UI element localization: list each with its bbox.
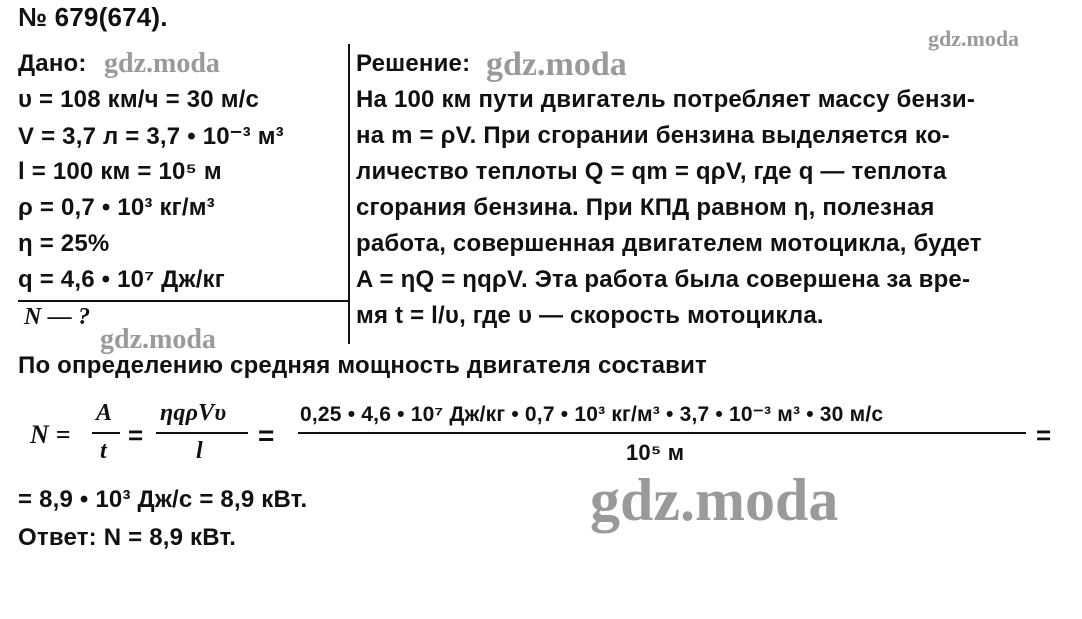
solution-line-5: работа, совершенная двигателем мотоцикла, будет — [356, 230, 982, 257]
definition-line: По определению средняя мощность двигателя составит — [18, 352, 707, 379]
given-line-5: η = 25% — [18, 230, 110, 257]
solution-line-4: сгорания бензина. При КПД равном η, полезная — [356, 194, 935, 221]
big-fraction-bar — [298, 432, 1026, 434]
frac1-numerator: A — [96, 400, 113, 426]
formula-lhs: N = — [30, 420, 71, 449]
solution-line-1: На 100 км пути двигатель потребляет массу бензи- — [356, 86, 976, 113]
watermark-left-mid: gdz.moda — [100, 324, 216, 355]
frac1-denominator: t — [100, 438, 107, 464]
given-line-6: q = 4,6 • 10⁷ Дж/кг — [18, 266, 225, 293]
formula-eq1: = — [128, 420, 144, 450]
given-line-3: l = 100 км = 10⁵ м — [18, 158, 222, 185]
watermark-big: gdz.moda — [590, 467, 839, 533]
given-line-2: V = 3,7 л = 3,7 • 10⁻³ м³ — [18, 123, 284, 150]
given-separator — [18, 300, 348, 302]
given-line-4: ρ = 0,7 • 10³ кг/м³ — [18, 194, 215, 221]
solution-line-7: мя t = l/υ, где υ — скорость мотоцикла. — [356, 302, 824, 329]
solution-label: Решение: — [356, 50, 471, 77]
find-label: N — ? — [24, 304, 91, 330]
frac2-bar — [156, 432, 248, 434]
problem-number: № 679(674). — [18, 2, 168, 32]
frac2-numerator: ηqρVυ — [160, 400, 227, 426]
frac2-denominator: l — [196, 438, 203, 464]
solution-line-2: на m = ρV. При сгорании бензина выделяется ко- — [356, 122, 950, 149]
given-label: Дано: — [18, 50, 87, 77]
solution-line-6: A = ηQ = ηqρV. Эта работа была совершена за вре- — [356, 266, 971, 293]
watermark-solution: gdz.moda — [486, 46, 627, 83]
big-fraction-denominator: 10⁵ м — [626, 440, 685, 465]
frac1-bar — [92, 432, 120, 434]
formula-eq3: = — [1036, 420, 1052, 450]
formula-eq2: = — [258, 420, 275, 451]
big-fraction-numerator: 0,25 • 4,6 • 10⁷ Дж/кг • 0,7 • 10³ кг/м³ • 3,7 • 10⁻³ м³ • 30 м/с — [300, 403, 884, 426]
watermark-top-right: gdz.moda — [928, 26, 1020, 51]
result-line: = 8,9 • 10³ Дж/с = 8,9 кВт. — [18, 486, 308, 513]
solution-line-3: личество теплоты Q = qm = qρV, где q — теплота — [356, 158, 947, 185]
column-divider — [348, 44, 350, 344]
given-line-1: υ = 108 км/ч = 30 м/с — [18, 86, 260, 113]
answer-line: Ответ: N = 8,9 кВт. — [18, 524, 237, 551]
watermark-given: gdz.moda — [104, 48, 220, 79]
